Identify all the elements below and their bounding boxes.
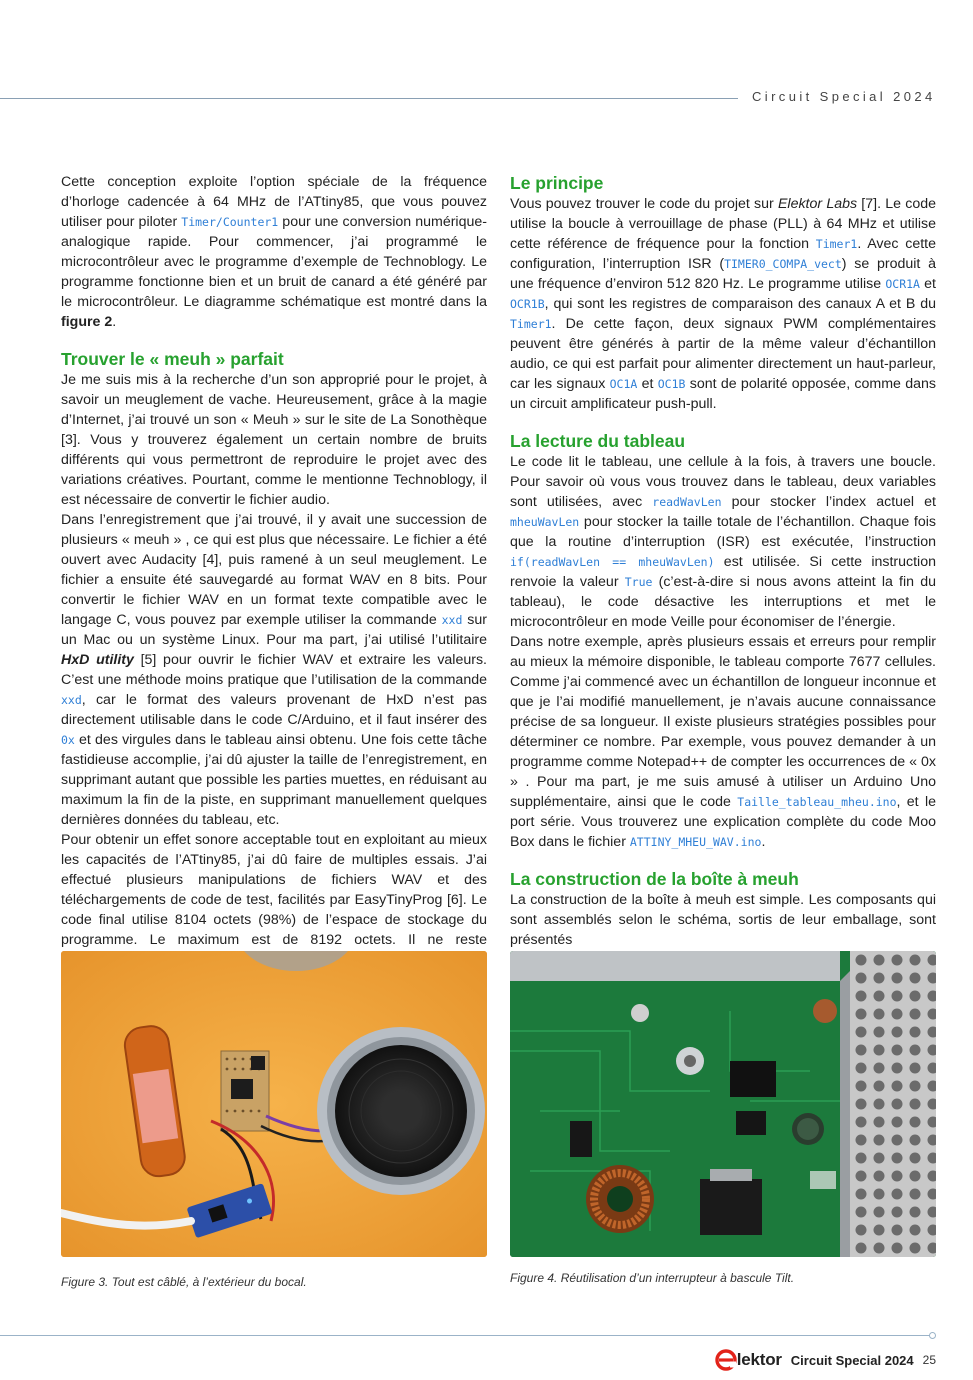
elektor-e-icon — [715, 1349, 737, 1371]
footer-publication: Circuit Special 2024 — [790, 1352, 914, 1368]
footer-rule — [0, 1335, 930, 1336]
footer-rule-end-dot — [929, 1332, 936, 1339]
section-heading-lecture-tableau: La lecture du tableau — [510, 431, 686, 451]
intro-paragraph: Cette conception exploite l’option spéciale de la fréquence d’horloge cadencée à 64 MHz de l’ATtiny85, que vous pouvez utiliser pour piloter Timer/Counter1 pour une conversion numérique-analogique rapide. Pour commencer, j’ai programmé le microcontrôleur avec le programme d’exemple de Technoblogy. Le programme fonctionne bien et un bruit de canard a été généré par le microcontrôleur. Le diagramme schématique est montré dans la figure 2. — [61, 174, 487, 330]
paragraph-search-sound: Je me suis mis à la recherche d’un son approprié pour le projet, à savoir un meuglement de vache. Heureusement, grâce à la magie d’Internet, j’ai trouvé un son « Meuh » sur le site de La Sonothèque [3]. Vous y trouverez également un certain nombre de bruits différents qui vous permettront de reproduire le projet avec des variations créatives. Pourtant, comme le mentionne Technoblogy, il est nécessaire de convertir le fichier audio. — [61, 372, 487, 508]
header-rule — [0, 98, 738, 99]
section-heading-trouver-meuh: Trouver le « meuh » parfait — [61, 349, 284, 369]
paragraph-principe: Vous pouvez trouver le code du projet sur Elektor Labs [7]. Le code utilise la boucle à verrouillage de phase (PLL) à 64 MHz et utilise cette référence de fréquence pour la fonction Timer1. Avec cette configuration, l’interruption ISR (TIMER0_COMPA_vect) se produit à une fréquence d’environ 512 820 Hz. Le programme utilise OCR1A et OCR1B, qui sont les registres de comparaison des canaux A et B du Timer1. De cette façon, deux signaux PWM complémentaires peuvent être générés à partir de la même valeur d’échantillon audio, ce qui est parfait pour alimenter directement un haut-parleur, car les signaux OC1A et OC1B sont de polarité opposée, comme dans un circuit amplificateur push-pull. — [510, 196, 936, 412]
elektor-logo — [715, 1349, 782, 1371]
figure-3-photo — [61, 951, 487, 1257]
left-column — [61, 172, 487, 970]
paragraph-lecture: Le code lit le tableau, une cellule à la fois, à travers une boucle. Pour savoir où vous vous trouvez dans le tableau, deux variables sont utilisées, avec readWavLen pour stocker l’index actuel et mheuWavLen pour stocker la taille totale de l’échantillon. Chaque fois que la routine d’interruption (ISR) est exécutée, l’instruction if(readWavLen == mheuWavLen) est utilisée. Si cette instruction renvoie la valeur True (c’est-à-dire si nous avons atteint la fin du tableau), le code désactive les interruptions et met le microcontrôleur en mode Veille pour économiser de l’énergie. — [510, 454, 937, 630]
section-heading-principe: Le principe — [510, 173, 604, 193]
page-number: 25 — [922, 1353, 936, 1367]
running-header: Circuit Special 2024 — [752, 89, 936, 104]
figure-4-photo — [510, 951, 936, 1257]
paragraph-table-size: Dans notre exemple, après plusieurs essais et erreurs pour remplir au mieux la mémoire disponible, le tableau comporte 7677 cellules. Comme j’ai commencé avec un échantillon de longueur inconnue et que je l’ai modifié manuellement, je n’avais aucune connaissance précise de sa longueur. Il existe plusieurs stratégies possibles pour déterminer ce nombre. Par exemple, vous pouvez demander à un programme comme Notepad++ de compter les occurrences de « 0x » . Pour ma part, je me suis amusé à utiliser un Arduino Uno supplémentaire, ainsi que le code Taille_tableau_mheu.ino, et le port série. Vous trouverez une explication complète du code Moo Box dans le fichier ATTINY_MHEU_WAV.ino. — [510, 634, 936, 850]
paragraph-construction: La construction de la boîte à meuh est simple. Les composants qui sont assemblés selon le schéma, sortis de leur emballage, sont présentés — [510, 892, 936, 948]
page-footer — [715, 1349, 936, 1371]
paragraph-sound-effect: Pour obtenir un effet sonore acceptable tout en exploitant au mieux les capacités de l’ATtiny85, j’ai dû faire de multiples essais. J’ai effectué plusieurs manipulations de fichiers WAV et des téléchargements de code de test, facilités par EasyTinyProg [6]. Le code final utilise 8104 octets (98%) de l’espace de stockage du programme. Le maximum est de 8192 octets. Il ne reste — [61, 832, 487, 948]
section-heading-construction: La construction de la boîte à meuh — [510, 869, 799, 889]
elektor-logo-text: lektor — [736, 1350, 782, 1369]
right-column — [510, 172, 936, 950]
paragraph-recording: Dans l’enregistrement que j’ai trouvé, il y avait une succession de plusieurs « meuh » , ce qui est plus que nécessaire. Le fichier a été ouvert avec Audacity [4], puis ramené à un seul meuglement. Le fichier a ensuite été sauvegardé au format WAV en 8 bits. Pour convertir le fichier WAV en un format texte compatible avec le langage C, vous pouvez par exemple utiliser la commande xxd sur un Mac ou un système Linux. Pour ma part, j’ai utilisé l’utilitaire HxD utility [5] pour ouvrir le fichier WAV et extraire les valeurs. C’est une méthode moins pratique que l’utilisation de la commande xxd, car le format des valeurs provenant de HxD n’est pas directement utilisable dans le code C/Arduino, et il faut insérer des 0x et des virgules dans le tableau ainsi obtenu. Une fois cette tâche fastidieuse accomplie, j’ai dû ajuster la taille de l’enregistrement, en supprimant autant que possible les parties muettes, en réduisant au maximum la fin de la piste, en supprimant manuellement quelques dernières données du tableau, etc. — [61, 512, 488, 828]
figure-3-caption: Figure 3. Tout est câblé, à l’extérieur du bocal. — [61, 1275, 307, 1289]
figure-4-caption: Figure 4. Réutilisation d’un interrupteur à bascule Tilt. — [510, 1271, 795, 1285]
